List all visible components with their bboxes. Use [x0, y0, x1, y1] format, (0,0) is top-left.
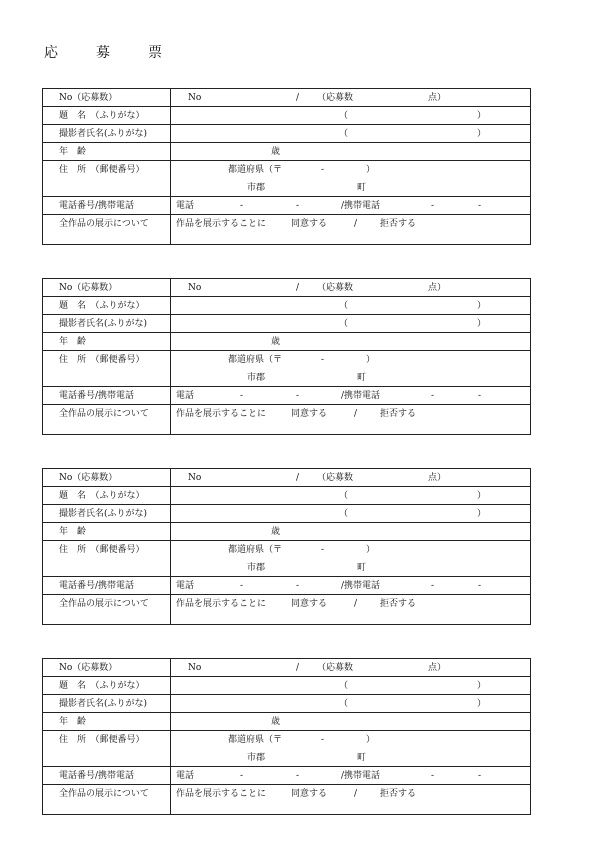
address-label: 住 所 （郵便番号） [59, 735, 145, 745]
prefecture: 都道府県（〒 [228, 165, 283, 175]
row-title [43, 107, 530, 125]
dash: - [431, 201, 435, 211]
prefecture: 都道府県（〒 [228, 545, 283, 555]
address-label: 住 所 （郵便番号） [59, 545, 145, 555]
label-cell [43, 333, 171, 350]
count-suffix: 点） [428, 93, 447, 103]
close-paren: ） [366, 165, 376, 175]
row-photographer [43, 125, 530, 143]
slash: / [296, 473, 300, 483]
paren-close: ） [477, 111, 487, 121]
exhibition-label: 全作品の展示について [59, 219, 149, 229]
paren-close: ） [477, 319, 487, 329]
paren-close: ） [477, 681, 487, 691]
dash: - [296, 391, 300, 401]
refuse-option[interactable]: 拒否する [380, 409, 417, 419]
mobile: /携帯電話 [341, 201, 381, 211]
phone-label: 電話番号/携帯電話 [59, 581, 135, 591]
label-cell [43, 487, 171, 504]
phone-label: 電話番号/携帯電話 [59, 201, 135, 211]
label-cell [43, 297, 171, 314]
exhibition-text: 作品を展示することに [176, 219, 267, 229]
dash: - [431, 581, 435, 591]
label-cell [43, 143, 171, 160]
label-cell [43, 215, 171, 244]
slash: / [354, 789, 358, 799]
no-prefix: No [188, 473, 202, 483]
count-label: （応募数 [317, 93, 354, 103]
label-cell [43, 315, 171, 332]
city: 市郡 [247, 183, 266, 193]
title-label: 題 名 （ふりがな） [59, 301, 145, 311]
paren-open: （ [339, 681, 349, 691]
paren-open: （ [339, 699, 349, 709]
paren-open: （ [339, 111, 349, 121]
label-cell [43, 505, 171, 522]
label-cell [43, 659, 171, 676]
address-label: 住 所 （郵便番号） [59, 165, 145, 175]
row-number [43, 279, 530, 297]
number-label: No（応募数） [59, 473, 118, 483]
photographer-label: 撮影者氏名(ふりがな) [59, 319, 148, 329]
city: 市郡 [247, 563, 266, 573]
label-cell [43, 695, 171, 712]
number-label: No（応募数） [59, 663, 118, 673]
close-paren: ） [366, 735, 376, 745]
phone: 電話 [176, 581, 195, 591]
row-title [43, 487, 530, 505]
town: 町 [357, 753, 367, 763]
row-number [43, 89, 530, 107]
refuse-option[interactable]: 拒否する [380, 219, 417, 229]
label-cell [43, 161, 171, 196]
age-label: 年 齢 [59, 337, 87, 347]
age-suffix: 歳 [271, 527, 281, 537]
row-photographer [43, 315, 530, 333]
dash: - [296, 201, 300, 211]
refuse-option[interactable]: 拒否する [380, 599, 417, 609]
dash: - [240, 771, 244, 781]
label-cell [43, 107, 171, 124]
dash: - [240, 201, 244, 211]
age-label: 年 齢 [59, 147, 87, 157]
city: 市郡 [247, 373, 266, 383]
page-title: 応 募 票 [44, 45, 174, 61]
photographer-label: 撮影者氏名(ふりがな) [59, 699, 148, 709]
slash: / [296, 283, 300, 293]
prefecture: 都道府県（〒 [228, 355, 283, 365]
paren-close: ） [477, 699, 487, 709]
age-suffix: 歳 [271, 337, 281, 347]
exhibition-text: 作品を展示することに [176, 789, 267, 799]
dash: - [240, 581, 244, 591]
row-exhibition [43, 405, 530, 434]
age-suffix: 歳 [271, 147, 281, 157]
row-age [43, 143, 530, 161]
paren-open: （ [339, 491, 349, 501]
dash: - [478, 391, 482, 401]
row-photographer [43, 695, 530, 713]
dash: - [478, 201, 482, 211]
row-address [43, 731, 530, 767]
count-label: （応募数 [317, 283, 354, 293]
close-paren: ） [366, 545, 376, 555]
label-cell [43, 523, 171, 540]
mobile: /携帯電話 [341, 581, 381, 591]
city: 市郡 [247, 753, 266, 763]
phone: 電話 [176, 771, 195, 781]
dash: - [240, 391, 244, 401]
slash: / [296, 93, 300, 103]
exhibition-label: 全作品の展示について [59, 599, 149, 609]
label-cell [43, 577, 171, 594]
row-title [43, 677, 530, 695]
count-suffix: 点） [428, 283, 447, 293]
paren-open: （ [339, 301, 349, 311]
prefecture: 都道府県（〒 [228, 735, 283, 745]
count-label: （応募数 [317, 473, 354, 483]
paren-close: ） [477, 129, 487, 139]
agree-option[interactable]: 同意する [291, 409, 328, 419]
phone-label: 電話番号/携帯電話 [59, 771, 135, 781]
mobile: /携帯電話 [341, 391, 381, 401]
exhibition-text: 作品を展示することに [176, 599, 267, 609]
exhibition-label: 全作品の展示について [59, 409, 149, 419]
age-label: 年 齢 [59, 717, 87, 727]
photographer-label: 撮影者氏名(ふりがな) [59, 129, 148, 139]
dash: - [478, 581, 482, 591]
paren-close: ） [477, 491, 487, 501]
label-cell [43, 89, 171, 106]
dash: - [321, 355, 325, 365]
count-suffix: 点） [428, 473, 447, 483]
row-age [43, 333, 530, 351]
label-cell [43, 677, 171, 694]
row-phone [43, 577, 530, 595]
dash: - [431, 771, 435, 781]
dash: - [321, 735, 325, 745]
row-title [43, 297, 530, 315]
label-cell [43, 197, 171, 214]
label-cell [43, 731, 171, 766]
row-age [43, 713, 530, 731]
application-form [42, 468, 531, 625]
label-cell [43, 541, 171, 576]
row-phone [43, 387, 530, 405]
row-address [43, 351, 530, 387]
label-cell [43, 387, 171, 404]
slash: / [354, 219, 358, 229]
town: 町 [357, 183, 367, 193]
phone-label: 電話番号/携帯電話 [59, 391, 135, 401]
row-age [43, 523, 530, 541]
mobile: /携帯電話 [341, 771, 381, 781]
no-prefix: No [188, 663, 202, 673]
row-address [43, 161, 530, 197]
town: 町 [357, 373, 367, 383]
dash: - [296, 581, 300, 591]
age-label: 年 齢 [59, 527, 87, 537]
agree-option[interactable]: 同意する [291, 599, 328, 609]
row-address [43, 541, 530, 577]
row-phone [43, 197, 530, 215]
no-prefix: No [188, 283, 202, 293]
paren-close: ） [477, 301, 487, 311]
row-exhibition [43, 595, 530, 624]
exhibition-text: 作品を展示することに [176, 409, 267, 419]
label-cell [43, 279, 171, 296]
label-cell [43, 713, 171, 730]
slash: / [296, 663, 300, 673]
row-exhibition [43, 785, 530, 814]
row-photographer [43, 505, 530, 523]
label-cell [43, 405, 171, 434]
row-number [43, 659, 530, 677]
row-exhibition [43, 215, 530, 244]
photographer-label: 撮影者氏名(ふりがな) [59, 509, 148, 519]
paren-close: ） [477, 509, 487, 519]
age-suffix: 歳 [271, 717, 281, 727]
application-form [42, 658, 531, 815]
row-phone [43, 767, 530, 785]
title-label: 題 名 （ふりがな） [59, 491, 145, 501]
title-label: 題 名 （ふりがな） [59, 681, 145, 691]
town: 町 [357, 563, 367, 573]
dash: - [431, 391, 435, 401]
phone: 電話 [176, 201, 195, 211]
paren-open: （ [339, 129, 349, 139]
exhibition-label: 全作品の展示について [59, 789, 149, 799]
label-cell [43, 125, 171, 142]
application-form [42, 278, 531, 435]
row-number [43, 469, 530, 487]
no-prefix: No [188, 93, 202, 103]
application-form [42, 88, 531, 245]
paren-open: （ [339, 509, 349, 519]
label-cell [43, 351, 171, 386]
slash: / [354, 409, 358, 419]
agree-option[interactable]: 同意する [291, 789, 328, 799]
label-cell [43, 767, 171, 784]
label-cell [43, 469, 171, 486]
label-cell [43, 785, 171, 814]
refuse-option[interactable]: 拒否する [380, 789, 417, 799]
count-label: （応募数 [317, 663, 354, 673]
agree-option[interactable]: 同意する [291, 219, 328, 229]
label-cell [43, 595, 171, 624]
dash: - [321, 165, 325, 175]
dash: - [321, 545, 325, 555]
dash: - [296, 771, 300, 781]
title-label: 題 名 （ふりがな） [59, 111, 145, 121]
close-paren: ） [366, 355, 376, 365]
number-label: No（応募数） [59, 93, 118, 103]
phone: 電話 [176, 391, 195, 401]
dash: - [478, 771, 482, 781]
paren-open: （ [339, 319, 349, 329]
address-label: 住 所 （郵便番号） [59, 355, 145, 365]
count-suffix: 点） [428, 663, 447, 673]
number-label: No（応募数） [59, 283, 118, 293]
slash: / [354, 599, 358, 609]
